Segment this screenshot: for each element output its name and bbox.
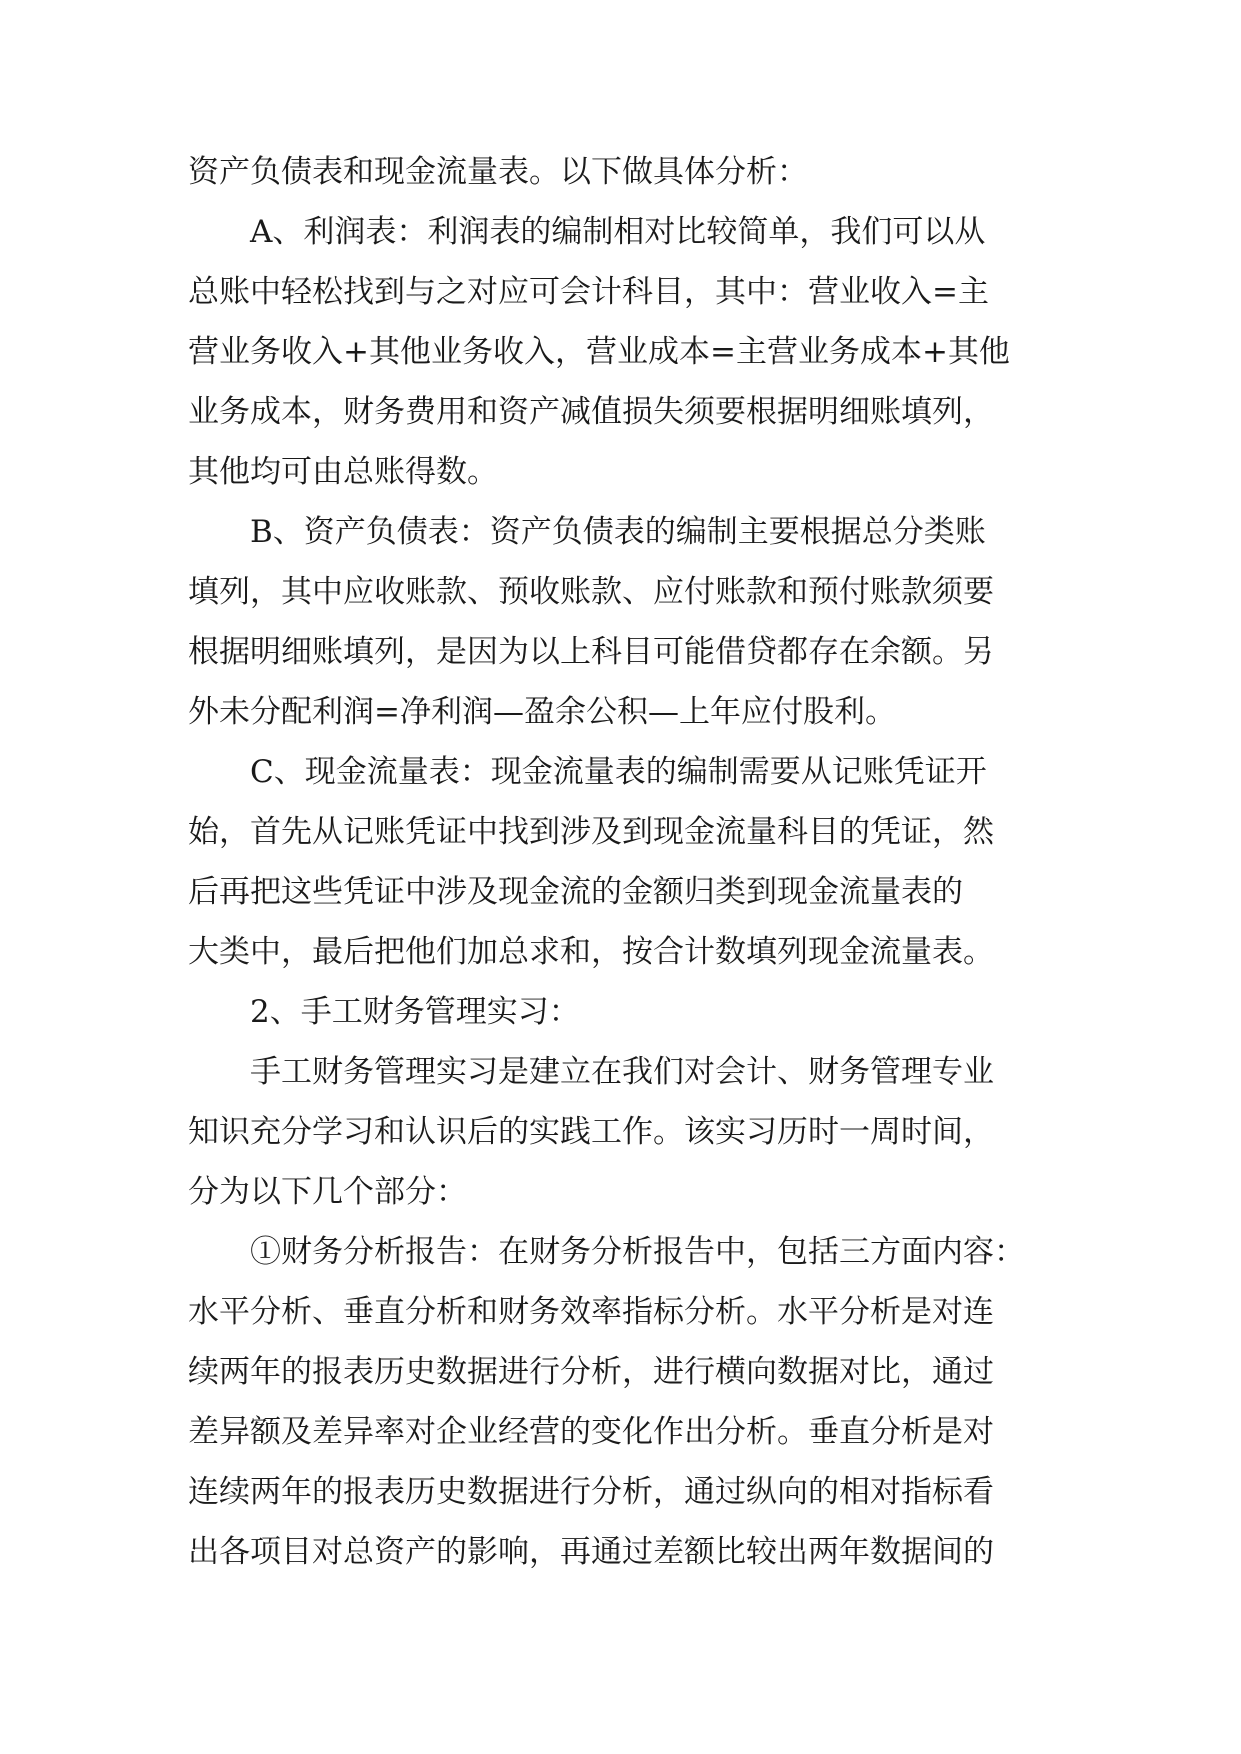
text-line: 水平分析、垂直分析和财务效率指标分析。水平分析是对连 [188,1294,994,1330]
text-line: 手工财务管理实习是建立在我们对会计、财务管理专业 [250,1054,994,1090]
text-line: 续两年的报表历史数据进行分析，进行横向数据对比，通过 [188,1354,994,1390]
text-line: 总账中轻松找到与之对应可会计科目，其中：营业收入=主 [188,274,989,310]
text-line: ①财务分析报告：在财务分析报告中，包括三方面内容： [250,1234,1025,1270]
text-line: 后再把这些凭证中涉及现金流的金额归类到现金流量表的 [188,874,963,910]
text-line: 知识充分学习和认识后的实践工作。该实习历时一周时间， [188,1114,994,1150]
text-line: B、资产负债表：资产负债表的编制主要根据总分类账 [250,514,986,550]
text-line: A、利润表：利润表的编制相对比较简单，我们可以从 [250,214,986,250]
text-line: 资产负债表和现金流量表。以下做具体分析： [188,154,808,190]
text-line: 差异额及差异率对企业经营的变化作出分析。垂直分析是对 [188,1414,994,1450]
text-line: 营业务收入+其他业务收入，营业成本=主营业务成本+其他 [188,334,1010,370]
text-line: 分为以下几个部分： [188,1174,467,1210]
text-line: 出各项目对总资产的影响，再通过差额比较出两年数据间的 [188,1534,994,1570]
text-line: 始，首先从记账凭证中找到涉及到现金流量科目的凭证，然 [188,814,994,850]
text-line: 大类中，最后把他们加总求和，按合计数填列现金流量表。 [188,934,994,970]
text-line: 填列，其中应收账款、预收账款、应付账款和预付账款须要 [188,574,994,610]
text-line: 业务成本，财务费用和资产减值损失须要根据明细账填列， [188,394,994,430]
text-line: 外未分配利润=净利润—盈余公积—上年应付股利。 [188,694,896,730]
text-line: 根据明细账填列，是因为以上科目可能借贷都存在余额。另 [188,634,994,670]
text-line: 其他均可由总账得数。 [188,454,498,490]
text-line: 2、手工财务管理实习： [250,994,580,1030]
text-line: 连续两年的报表历史数据进行分析，通过纵向的相对指标看 [188,1474,994,1510]
text-line: C、现金流量表：现金流量表的编制需要从记账凭证开 [250,754,987,790]
